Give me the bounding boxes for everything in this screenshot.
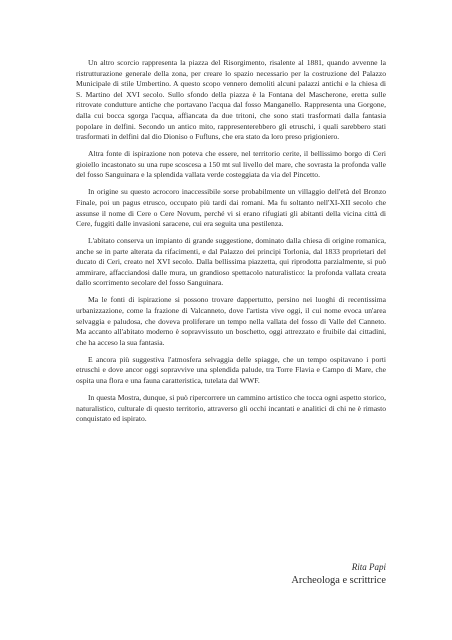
author-name: Rita Papi [351, 562, 386, 572]
paragraph-1: Un altro scorcio rappresenta la piazza del Risorgimento, risalente al 1881, quando avvenne la ristrutturazione generale della zona, per creare lo spazio necessario per la costruzione del Palazzo Municipale di stile Umbertino. A questo scopo vennero demoliti alcuni palazzi antichi e la chiesa di S. Martino del XVI secolo. Sullo sfondo della piazza è la Fontana del Mascherone, eretta sulle ritrovate condutture antiche che portavano l'acqua dal fosso Manganello. Rappresenta una Gorgone, dalla cui bocca sgorga l'acqua, affiancata da due tritoni, che sono stati trasformati dalla fantasia popolare in delfini. Secondo un antico mito, rappresenterebbero gli etruschi, i quali sarebbero stati trasformati in delfini dal dio Dioniso o Fufluns, che era stato da loro preso prigioniero. [76, 58, 386, 142]
author-role: Archeologa e scrittrice [291, 575, 386, 586]
paragraph-4: L'abitato conserva un impianto di grande suggestione, dominato dalla chiesa di origine romanica, anche se in parte alterata da rifacimenti, e dal Palazzo dei principi Torlonia, dal 1833 proprietari del ducato di Ceri, creato nel XVI secolo. Dalla bellissima piazzetta, qui riprodotta parzialmente, si può ammirare, affacciandosi dalle mura, un grandioso spettacolo naturalistico: la profonda vallata creata dallo scorrimento secolare del fosso Sanguinara. [76, 236, 386, 288]
signature-block [260, 561, 386, 588]
body-text [76, 58, 386, 431]
paragraph-6: E ancora più suggestiva l'atmosfera selvaggia delle spiagge, che un tempo ospitavano i porti etruschi e dove ancor oggi sopravvive una splendida palude, tra Torre Flavia e Campo di Mare, che ospita una flora e una fauna caratteristica, tutelata dal WWF. [76, 354, 386, 385]
paragraph-3: In origine su questo acrocoro inaccessibile sorse probabilmente un villaggio dell'età del Bronzo Finale, poi un pagus etrusco, occupato più tardi dai romani. Ma fu soltanto nell'XI-XII secolo che assunse il nome di Cere o Cere Novum, perché vi si erano rifugiati gli abitanti della vicina città di Cere, fuggiti dalle invasioni saracene, cui era seguita una pestilenza. [76, 187, 386, 229]
paragraph-7: In questa Mostra, dunque, si può ripercorrere un cammino artistico che tocca ogni aspetto storico, naturalistico, culturale di questo territorio, attraverso gli occhi incantati e analitici di chi ne è rimasto conquistato ed ispirato. [76, 392, 386, 424]
paragraph-5: Ma le fonti di ispirazione si possono trovare dappertutto, persino nei luoghi di recentissima urbanizzazione, come la frazione di Valcanneto, dove l'artista vive oggi, il cui nome evoca un'area selvaggia e paludosa, che doveva proliferare un tempo nella vallata del fosso di Valle del Canneto. Ma accanto all'abitato moderno è sopravvissuto un boschetto, oggi attrezzato e fruibile dai cittadini, che ha acceso la sua fantasia. [76, 295, 386, 347]
paragraph-2: Altra fonte di ispirazione non poteva che essere, nel territorio cerite, il bellissimo borgo di Ceri gioiello incastonato su una rupe scoscesa a 150 mt sul livello del mare, che sovrasta la profonda valle del fosso Sanguinara e la splendida vallata verde costeggiata da via del Pincetto. [76, 149, 386, 180]
